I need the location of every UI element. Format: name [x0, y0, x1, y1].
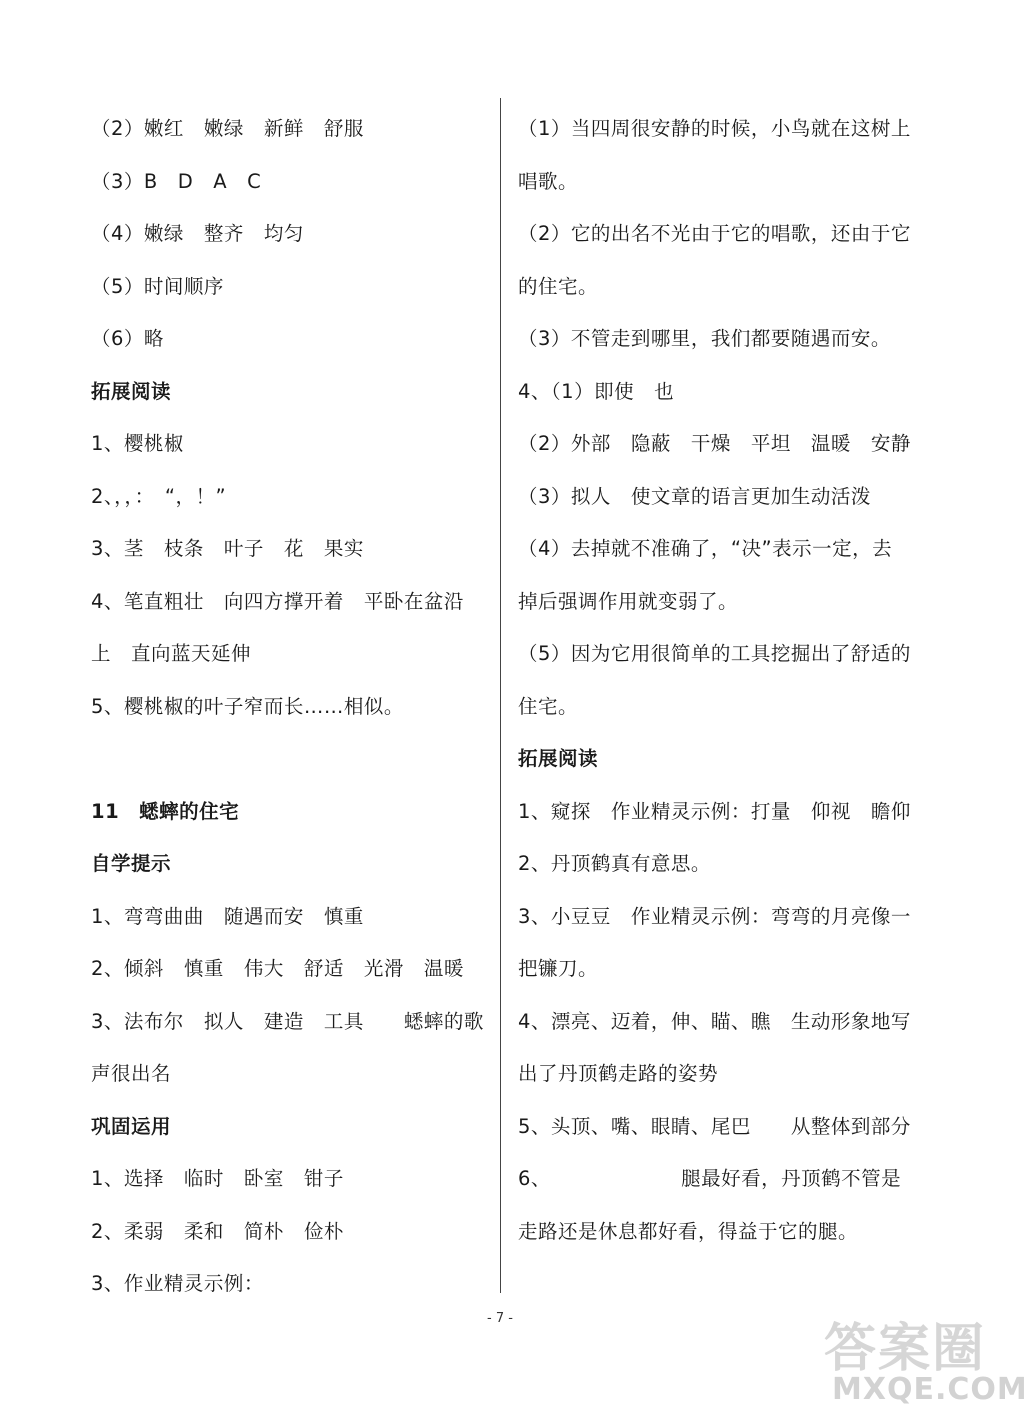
- answer-line: （4）嫩绿 整齐 均匀: [91, 222, 304, 245]
- answer-line: （5）因为它用很简单的工具挖掘出了舒适的: [518, 642, 911, 665]
- answer-line: （1）当四周很安静的时候，小鸟就在这树上: [518, 117, 911, 140]
- answer-line: 把镰刀。: [518, 957, 599, 980]
- answer-line: 5、头顶、嘴、眼睛、尾巴 从整体到部分: [518, 1114, 911, 1138]
- right-column: [518, 103, 913, 1258]
- answer-line: （3）B D A C: [91, 169, 262, 193]
- section-heading: 拓展阅读: [518, 747, 599, 770]
- answer-line: 3、作业精灵示例：: [91, 1272, 264, 1295]
- answer-line: 6、 腿最好看，丹顶鹤不管是: [518, 1167, 902, 1190]
- answer-line: 掉后强调作用就变弱了。: [518, 589, 739, 613]
- answer-line: 3、小豆豆 作业精灵示例：弯弯的月亮像一: [518, 904, 911, 928]
- answer-line: 3、法布尔 拟人 建造 工具 蟋蟀的歌: [91, 1009, 484, 1033]
- answer-line: 4、笔直粗壮 向四方撑开着 平卧在盆沿: [91, 589, 464, 613]
- answer-line: 4、漂亮、迈着，伸、瞄、瞧 生动形象地写: [518, 1009, 911, 1033]
- watermark-logo: [822, 1302, 1028, 1412]
- answer-line: 上 直向蓝天延伸: [91, 642, 252, 665]
- answer-line: 1、樱桃椒: [91, 432, 184, 455]
- section-heading: 自学提示: [91, 852, 172, 875]
- answer-line: 走路还是休息都好看，得益于它的腿。: [518, 1219, 859, 1243]
- answer-line: 1、窥探 作业精灵示例：打量 仰视 瞻仰: [518, 799, 911, 823]
- answer-line: （2）嫩红 嫩绿 新鲜 舒服: [91, 117, 364, 140]
- answer-line: 2、柔弱 柔和 简朴 俭朴: [91, 1219, 344, 1243]
- answer-line: （3）不管走到哪里，我们都要随遇而安。: [518, 327, 891, 350]
- column-divider: [500, 98, 501, 1293]
- answer-line: 3、茎 枝条 叶子 花 果实: [91, 537, 364, 560]
- answer-line: 5、樱桃椒的叶子窄而长……相似。: [91, 694, 404, 718]
- watermark-url: MXQE.COM: [832, 1372, 1028, 1407]
- answer-line: （4）去掉就不准确了，“决”表示一定，去: [518, 537, 893, 560]
- answer-line: （5）时间顺序: [91, 274, 224, 298]
- answer-line: 唱歌。: [518, 169, 579, 193]
- answer-line: （6）略: [91, 327, 164, 350]
- answer-line: 2、，，： “，！”: [91, 484, 227, 508]
- answer-line: 声很出名: [91, 1062, 172, 1085]
- answer-line: 住宅。: [518, 694, 579, 718]
- answer-line: 出了丹顶鹤走路的姿势: [518, 1062, 719, 1085]
- answer-line: 2、丹顶鹤真有意思。: [518, 852, 711, 875]
- answer-line: 1、弯弯曲曲 随遇而安 慎重: [91, 904, 364, 928]
- answer-line: 的住宅。: [518, 274, 599, 298]
- section-heading: 巩固运用: [91, 1114, 172, 1138]
- watermark-text: 答案圈: [824, 1319, 987, 1379]
- answer-line: （3）拟人 使文章的语言更加生动活泼: [518, 484, 871, 508]
- answer-line: （2）外部 隐蔽 干燥 平坦 温暖 安静: [518, 432, 911, 455]
- answer-line: （2）它的出名不光由于它的唱歌，还由于它: [518, 222, 911, 245]
- answer-line: 4、（1）即使 也: [518, 379, 675, 403]
- blank-line: [91, 733, 486, 786]
- answer-line: 2、倾斜 慎重 伟大 舒适 光滑 温暖: [91, 957, 464, 980]
- page-number: - 7 -: [487, 1311, 513, 1326]
- lesson-title: 11 蟋蟀的住宅: [91, 799, 240, 823]
- answer-line: 1、选择 临时 卧室 钳子: [91, 1167, 344, 1190]
- left-column: [91, 103, 486, 1311]
- section-heading: 拓展阅读: [91, 379, 172, 403]
